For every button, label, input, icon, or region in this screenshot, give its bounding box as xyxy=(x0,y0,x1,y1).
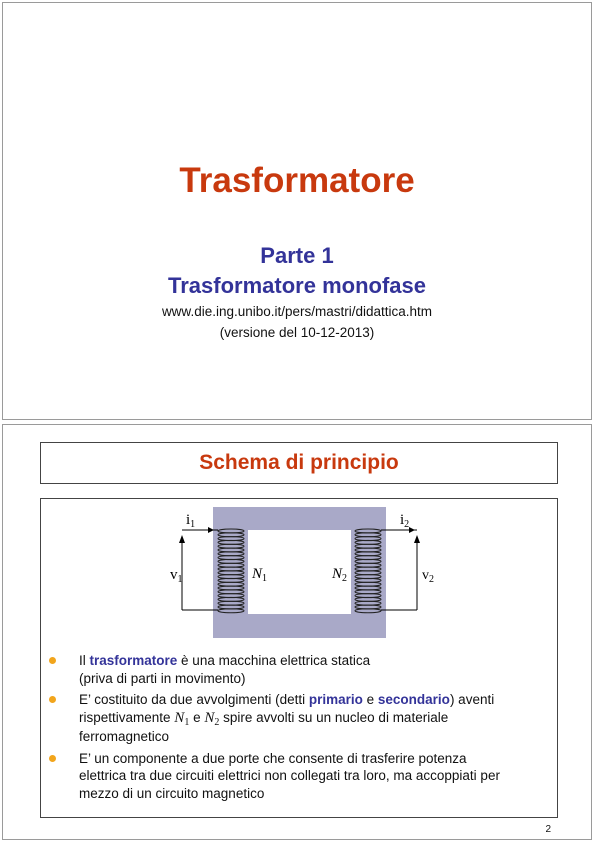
bullet-1 xyxy=(41,652,555,687)
b2-post: ) aventi xyxy=(449,692,495,707)
part-label: Parte 1 xyxy=(260,243,334,268)
transformer-diagram xyxy=(170,505,434,641)
b2-highlight-primario: primario xyxy=(308,692,363,707)
bullet-3 xyxy=(41,750,555,803)
i2-arrow xyxy=(409,527,415,533)
n1-label: $N_1$ xyxy=(252,566,268,584)
b2-pre: E’ costituito da due avvolgimenti (detti xyxy=(79,692,309,707)
slide-title-box: Schema di principio xyxy=(40,442,558,484)
b3-line2: elettrica tra due circuiti elettrici non collegati tra loro, ma accoppiati per xyxy=(79,768,500,783)
secondary-circuit xyxy=(381,530,417,610)
page-number: 2 xyxy=(545,824,551,835)
b2-line2-pre: rispettivamente xyxy=(79,709,175,725)
v2-arrow xyxy=(414,535,420,543)
b3-line1: E’ un componente a due porte che consente di trasferire potenza xyxy=(79,750,467,766)
i1-label: $i_1$ xyxy=(186,512,196,530)
b3-line3: mezzo di un circuito magnetico xyxy=(79,785,265,801)
b1-pre: Il xyxy=(79,653,90,668)
b1-line2: (priva di parti in movimento) xyxy=(79,670,246,686)
b1-highlight: trasformatore xyxy=(89,653,178,668)
n2-label: $N_2$ xyxy=(332,566,348,584)
v1-label: $v_1$ xyxy=(170,567,183,585)
part-subtitle: Trasformatore monofase xyxy=(168,273,426,298)
main-title: Trasformatore xyxy=(179,161,415,200)
bullet-2 xyxy=(41,691,555,746)
b2-mid: e xyxy=(362,692,378,707)
b2-n1: $N_1$ xyxy=(174,709,190,728)
bullet-list xyxy=(41,652,555,806)
i2-label: $i_2$ xyxy=(400,512,410,530)
b1-post: è una macchina elettrica statica xyxy=(177,653,371,668)
slide-title xyxy=(2,2,592,420)
slide-schema xyxy=(2,424,592,840)
course-url: www.die.ing.unibo.it/pers/mastri/didattica.htm xyxy=(161,304,433,319)
bullet-dot-icon xyxy=(49,755,56,762)
b2-line2-post: spire avvolti su un nucleo di materiale xyxy=(219,709,449,725)
bullet-dot-icon xyxy=(49,657,56,664)
bullet-dot-icon xyxy=(49,696,56,703)
v1-arrow xyxy=(179,535,185,543)
b2-highlight-secondario: secondario xyxy=(377,692,450,707)
primary-circuit xyxy=(182,530,218,610)
v2-label: $v_2$ xyxy=(422,568,434,585)
content-box xyxy=(40,498,558,818)
b2-n2: $N_2$ xyxy=(204,709,220,728)
b2-line3: ferromagnetico xyxy=(79,729,170,744)
b2-and: e xyxy=(189,709,205,725)
version-note: (versione del 10-12-2013) xyxy=(219,325,375,340)
